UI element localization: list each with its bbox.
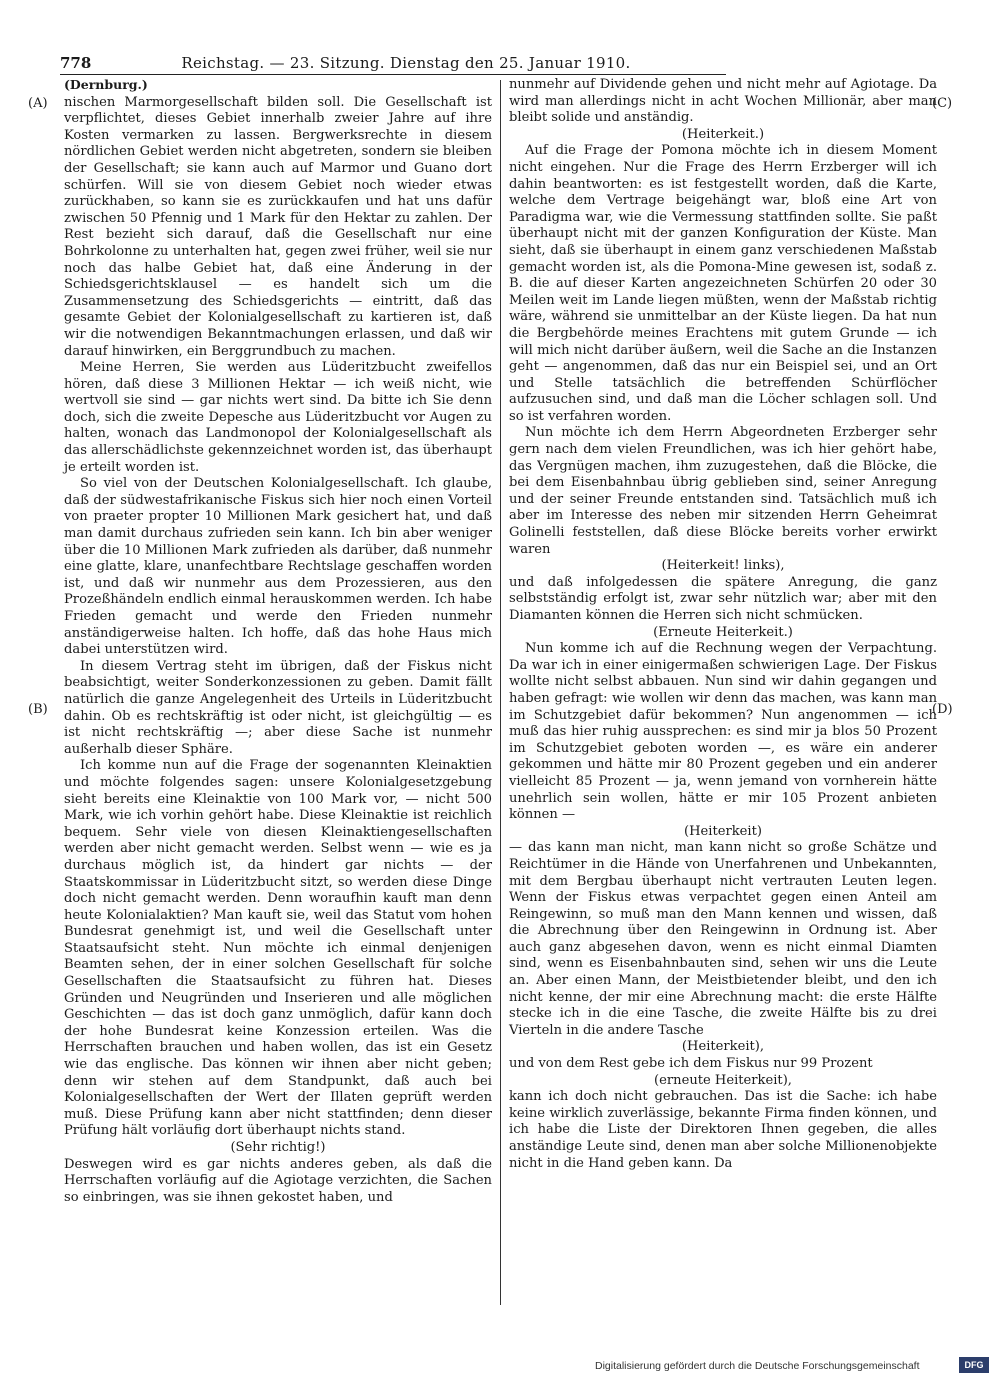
paragraph: und daß infolgedessen die spätere Anregung, die ganz selbstständig erfolgt ist, zwar sehr nützlich war; aber mit den Diamanten können die Herren sich nicht schmücken. — [509, 574, 937, 623]
paragraph: nunmehr auf Dividende gehen und nicht mehr auf Agiotage. Da wird man allerdings nicht in acht Wochen Millionär, aber man bleibt solide und anständig. — [509, 77, 937, 126]
speaker-name: (Dernburg.) — [64, 77, 148, 92]
header-rule — [60, 74, 726, 75]
interjection: (Heiterkeit.) — [681, 126, 765, 142]
page-header — [48, 50, 724, 76]
paragraph: Nun komme ich auf die Rechnung wegen der Verpachtung. Da war ich in einer einigermaßen schwierigen Lage. Der Fiskus wollte nicht selbst abbauen. Nun sind wir dahin gegangen und haben gefragt: wie wollen wir denn das machen, was kann man im Schutzgebiet dafür bekommen? Nun angenommen — ich muß das hier ruhig aussprechen: es sind mir ja blos 50 Prozent im Schutzgebiet geboten worden —, es wäre ein anderer gekommen und hätte mir 80 Prozent gegeben und ein anderer vielleicht 85 Prozent — ja, wenn jemand von vornherein hätte unehrlich sein wollen, hätte er mir 105 Prozent anbieten können — — [509, 641, 937, 823]
column-divider — [500, 80, 501, 1305]
page-number: 778 — [60, 54, 92, 72]
paragraph: Auf die Frage der Pomona möchte ich in diesem Moment nicht eingehen. Nur die Frage des Herrn Erzberger will ich dahin beantworten: es ist festgestellt worden, daß die Karte, welche dem Vertrage beigehängt war, bloß eine Art von Paradigma war, wie die Vermessung stattfinden sollte. Sie paßt überhaupt nicht mit der ganzen Konfiguration der Küste. Man sieht, daß sie überhaupt in einem ganz verschiedenen Maßstab gemacht worden ist, als die Pomona-Mine gewesen ist, sodaß z. B. die auf dieser Karten angezeichneten Schürfen 20 oder 30 Meilen weit im Lande liegen müßten, wenn der Maßstab richtig wäre, während sie unmittelbar an der Küste liegen. Da hat nun die Bergbehörde meines Erachtens mit gutem Grunde — ich will mich nicht darüber äußern, weil die Sache an die Instanzen geht — angenommen, daß das nur ein Beispiel sei, und an Ort und Stelle tatsächlich die betreffenden Schürflöcher aufzusuchen sind, und daß man die Löcher schlagen soll. Und so ist verfahren worden. — [509, 143, 937, 424]
paragraph: nischen Marmorgesellschaft bilden soll. Die Gesellschaft ist verpflichtet, dieses Gebiet innerhalb zweier Jahre auf ihre Kosten vermarken zu lassen. Bergwerksrechte in diesem nördlichen Gebiet werden nicht abgetreten, sondern sie bleiben der Gesellschaft; sie kann auch auf Marmor und Guano dort schürfen. Will sie von diesem Gebiet noch wieder etwas zurückhaben, so kann sie es zurückkaufen und hat uns dafür zwischen 50 Pfennig und 1 Mark für den Hektar zu zahlen. Der Rest bezieht sich darauf, daß die Gesellschaft nur eine Bohrkolonne zu unterhalten hat, gegen zwei früher, weil sie nur noch das halbe Gebiet hat, daß eine Änderung in der Schiedsgerichtsklausel — es handelt sich um die Zusammensetzung des Schiedsgerichts — eintritt, daß das gesamte Gebiet der Kolonialgesellschaft zu kartieren ist, daß wir die notwendigen Bekanntmachungen erlassen, und daß wir darauf hinwirken, ein Berggrundbuch zu machen. — [64, 94, 492, 359]
paragraph: So viel von der Deutschen Kolonialgesellschaft. Ich glaube, daß der südwestafrikanische Fiskus sich hier noch einen Vorteil von praeter propter 10 Millionen Mark gesichert hat, und daß man damit durchaus zufrieden sein kann. Ich bin aber weniger über die 10 Millionen Mark zufrieden als darüber, daß nunmehr eine glatte, klare, unanfechtbare Rechtslage geschaffen worden ist, und daß wir nunmehr aus dem Prozessieren, aus den Prozeßhändeln endlich einmal herauskommen werden. Ich habe Frieden gemacht und werde den Frieden nunmehr anständigerweise halten. Ich hoffe, daß das hohe Haus mich dabei unterstützen wird. — [64, 476, 492, 658]
interjection: (Erneute Heiterkeit.) — [653, 624, 793, 640]
margin-mark-b: (B) — [28, 702, 48, 717]
interjection: (Heiterkeit) — [684, 823, 762, 839]
paragraph: kann ich doch nicht gebrauchen. Das ist die Sache: ich habe keine wirklich zuverlässige, bekannte Firma finden können, und ich habe die Liste der Direktoren Ihnen gegeben, die alles anständige Leute sind, denen man aber solche Millionenobjekte nicht in die Hand geben kann. Da — [509, 1089, 937, 1171]
left-column — [64, 77, 492, 1206]
right-column — [509, 77, 937, 1172]
digitization-note: Digitalisierung gefördert durch die Deutsche Forschungsgemeinschaft — [595, 1360, 920, 1372]
paragraph: Meine Herren, Sie werden aus Lüderitzbucht zweifellos hören, daß diese 3 Millionen Hektar — ich weiß nicht, wie wertvoll sie sind — gar nichts wert sind. Da bitte ich Sie denn doch, sich die zweite Depesche aus Lüderitzbucht vor Augen zu halten, wonach das Landmonopol der Kolonialgesellschaft als das allerschädlichste gekennzeichnet worden ist, das überhaupt je erteilt worden ist. — [64, 360, 492, 475]
interjection: (Sehr richtig!) — [230, 1140, 326, 1155]
paragraph: — das kann man nicht, man kann nicht so große Schätze und Reichtümer in die Hände von Unerfahrenen und Unbekannten, mit dem Bergbau überhaupt nicht vertrauten Leuten legen. Wenn der Fiskus etwas verpachtet gegen einen Anteil am Reingewinn, so muß man den Mann kennen und wissen, daß die Abrechnung über den Reingewinn in Ordnung ist. Aber auch ganz abgesehen davon, wenn es nicht einmal Diamten sind, wenn es Eisenbahnbauten sind, sehen wir uns die Leute an. Aber einen Mann, der Meistbietender bleibt, und den ich nicht kenne, der mir eine Abrechnung macht: die erste Hälfte stecke ich in die eine Tasche, die zweite Hälfte bis zu drei Vierteln in die andere Tasche — [509, 840, 937, 1038]
margin-mark-a: (A) — [28, 96, 48, 111]
paragraph: Deswegen wird es gar nichts anderes geben, als daß die Herrschaften vorläufig auf die Agiotage verzichten, die Sachen so einbringen, was sie ihnen gekostet haben, und — [64, 1156, 492, 1205]
paragraph: Ich komme nun auf die Frage der sogenannten Kleinaktien und möchte folgendes sagen: unsere Kolonialgesetzgebung sieht bereits eine Kleinaktie von 100 Mark vor, — nicht 500 Mark, wie ich vorhin gehört habe. Diese Kleinaktie ist reichlich bequem. Sehr viele von diesen Kleinaktiengesellschaften werden aber nicht gemacht werden. Selbst wenn — wie es ja durchaus möglich ist, da hindert gar nichts — der Staatskommissar in Lüderitzbucht sitzt, so werden diese Dinge doch nicht gemacht werden. Denn woraufhin kauft man denn heute Kolonialaktien? Man kauft sie, weil das Statut vom hohen Bundesrat genehmigt ist, und weil die Gesellschaft unter Staatsaufsicht steht. Nun möchte ich einmal denjenigen Beamten sehen, der in einer solchen Gesellschaft für solche Gesellschaften die Staatsaufsicht zu führen hat. Dieses Gründen und Neugründen und Inserieren und alle möglichen Geschichten — das ist doch ganz unmöglich, dafür kann doch der hohe Bundesrat keine Konzession erteilen. Was die Herrschaften brauchen und haben wollen, das ist ein Gesetz wie das englische. Das können wir ihnen aber nicht geben; denn wir stehen auf dem Standpunkt, daß auch bei Kolonialgesellschaften der Wert der Illaten geprüft werden muß. Diese Prüfung kann aber nicht stattfinden; denn dieser Prüfung hält vorläufig dort überhaupt nichts stand. — [64, 758, 492, 1139]
interjection: (Heiterkeit), — [681, 1039, 765, 1055]
margin-mark-c: (C) — [932, 96, 953, 111]
paragraph: In diesem Vertrag steht im übrigen, daß der Fiskus nicht beabsichtigt, weiter Sonderkonzessionen zu geben. Damit fällt natürlich die ganze Angelegenheit des Urteils in Lüderitzbucht dahin. Ob es rechtskräftig ist oder nicht, ist gleichgültig — es ist nicht rechtskräftig —; aber diese Sache ist nunmehr außerhalb dieser Sphäre. — [64, 658, 492, 757]
interjection: (Heiterkeit! links), — [661, 558, 785, 574]
running-title: Reichstag. — 23. Sitzung. Dienstag den 25. Januar 1910. — [181, 54, 631, 72]
paragraph: Nun möchte ich dem Herrn Abgeordneten Erzberger sehr gern nach dem vielen Freundlichen, was ich hier gehört habe, das Vergnügen machen, ihm zuzugestehen, daß die Blöcke, die bei dem Eisenbahnbau übrig geblieben sind, seiner Anregung und der seiner Freunde entstanden sind. Tatsächlich muß ich aber im Interesse des neben mir sitzenden Herrn Geheimrat Golinelli feststellen, daß diese Blöcke bereits vorher erwirkt waren — [509, 425, 937, 557]
margin-mark-d: (D) — [932, 702, 953, 717]
interjection: (erneute Heiterkeit), — [654, 1072, 792, 1088]
dfg-logo: DFG — [959, 1357, 989, 1373]
paragraph: und von dem Rest gebe ich dem Fiskus nur 99 Prozent — [509, 1056, 873, 1072]
